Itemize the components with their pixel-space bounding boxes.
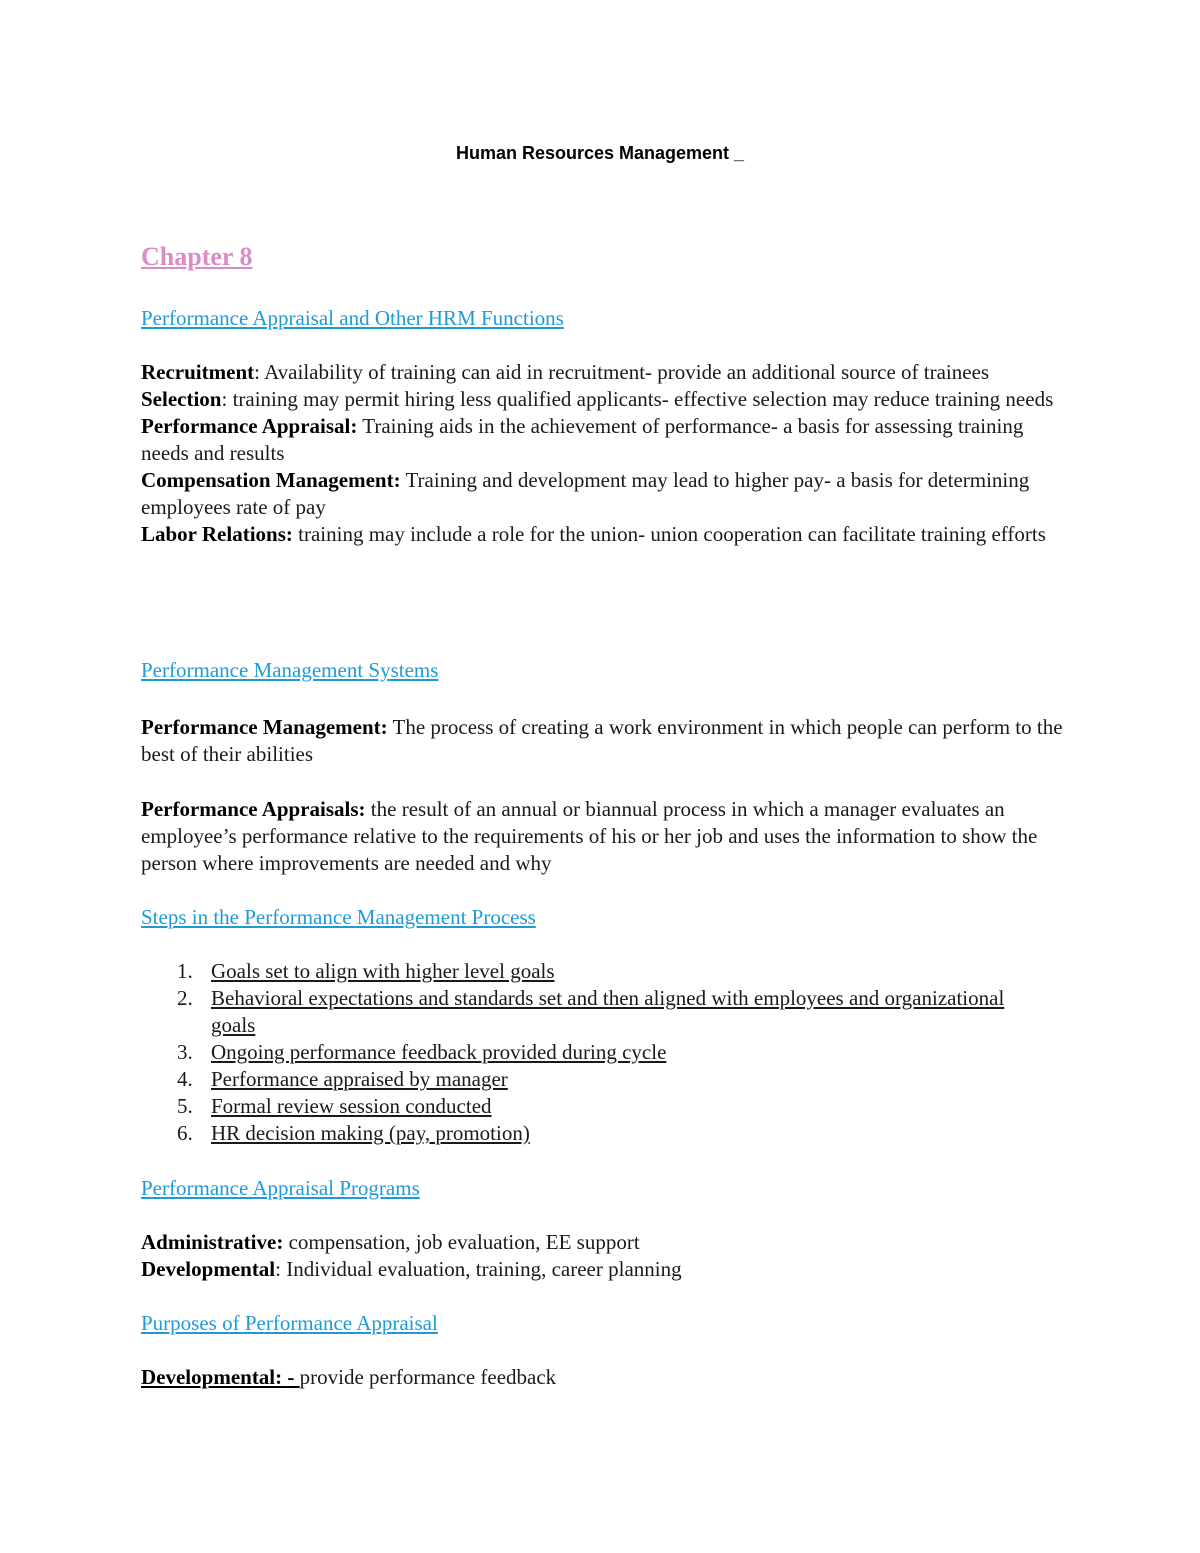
purposes-block	[141, 1364, 1071, 1391]
document-title: Human Resources Management _	[455, 143, 745, 163]
hrm-function-item	[141, 359, 1071, 386]
definition-text: Individual evaluation, training, career planning	[286, 1257, 682, 1281]
list-item-text: Formal review session conducted	[211, 1094, 492, 1118]
term: Performance Management:	[141, 715, 388, 739]
list-item-text: Behavioral expectations and standards set and then aligned with employees and organizational goals	[211, 986, 1005, 1037]
definition-text: Availability of training can aid in recruitment- provide an additional source of trainees	[264, 360, 990, 384]
definition-text: Training and development may lead to higher pay- a basis for determining employees rate of pay	[141, 468, 1030, 519]
list-number: 5.	[177, 1094, 193, 1118]
term: Labor Relations:	[141, 522, 293, 546]
list-item	[141, 1120, 1041, 1147]
definition-text: training may permit hiring less qualified applicants- effective selection may reduce training needs	[232, 387, 1054, 411]
term: Recruitment	[141, 360, 255, 384]
hrm-function-item	[141, 467, 1071, 521]
definition-performance-management	[141, 714, 1071, 768]
hrm-functions-block	[141, 359, 1071, 548]
term: Compensation Management:	[141, 468, 401, 492]
section-heading-purposes: Purposes of Performance Appraisal	[141, 1311, 438, 1335]
hrm-function-item	[141, 386, 1071, 413]
definition-text: training may include a role for the union- union cooperation can facilitate training efforts	[298, 522, 1046, 546]
appraisal-programs-block	[141, 1229, 1071, 1283]
term-label: Developmental:	[141, 1365, 288, 1389]
term	[141, 1365, 300, 1389]
list-number: 3.	[177, 1040, 193, 1064]
list-number: 4.	[177, 1067, 193, 1091]
list-item-text: HR decision making (pay, promotion)	[211, 1121, 530, 1145]
section-heading-steps: Steps in the Performance Management Process	[141, 905, 536, 929]
steps-list	[141, 958, 1041, 1147]
list-number: 2.	[177, 986, 193, 1010]
term: Administrative:	[141, 1230, 284, 1254]
term: Selection	[141, 387, 222, 411]
definition-text: the result of an annual or biannual process in which a manager evaluates an employee’s performance relative to the requirements of his or her job and uses the information to show the person where improvements are needed and why	[141, 797, 1038, 875]
separator: :	[275, 1257, 287, 1281]
list-item-text: Performance appraised by manager	[211, 1067, 508, 1091]
list-item	[141, 1066, 1041, 1093]
list-item-text: Goals set to align with higher level goals	[211, 959, 555, 983]
term: Developmental	[141, 1257, 276, 1281]
hrm-function-item	[141, 521, 1071, 548]
section-heading-appraisal-programs: Performance Appraisal Programs	[141, 1176, 420, 1200]
list-item	[141, 1093, 1041, 1120]
separator: :	[221, 387, 233, 411]
list-item-text: Ongoing performance feedback provided during cycle	[211, 1040, 667, 1064]
program-item	[141, 1229, 1071, 1256]
list-item	[141, 958, 1041, 985]
separator: :	[254, 360, 265, 384]
chapter-heading: Chapter 8	[141, 242, 253, 271]
list-item	[141, 985, 1041, 1039]
list-number: 6.	[177, 1121, 193, 1145]
section-heading-hrm-functions: Performance Appraisal and Other HRM Functions	[141, 306, 564, 330]
definition-text: provide performance feedback	[299, 1365, 557, 1389]
program-item	[141, 1256, 1071, 1283]
definition-text: The process of creating a work environment in which people can perform to the best of their abilities	[141, 715, 1063, 766]
list-item	[141, 1039, 1041, 1066]
hrm-function-item	[141, 413, 1071, 467]
list-number: 1.	[177, 959, 193, 983]
section-heading-performance-management-systems: Performance Management Systems	[141, 658, 439, 682]
definition-text: compensation, job evaluation, EE support	[288, 1230, 640, 1254]
dash: -	[287, 1365, 300, 1389]
definition-text: Training aids in the achievement of performance- a basis for assessing training needs and results	[141, 414, 1024, 465]
definition-performance-appraisals	[141, 796, 1071, 877]
term: Performance Appraisal:	[141, 414, 358, 438]
term: Performance Appraisals:	[141, 797, 366, 821]
